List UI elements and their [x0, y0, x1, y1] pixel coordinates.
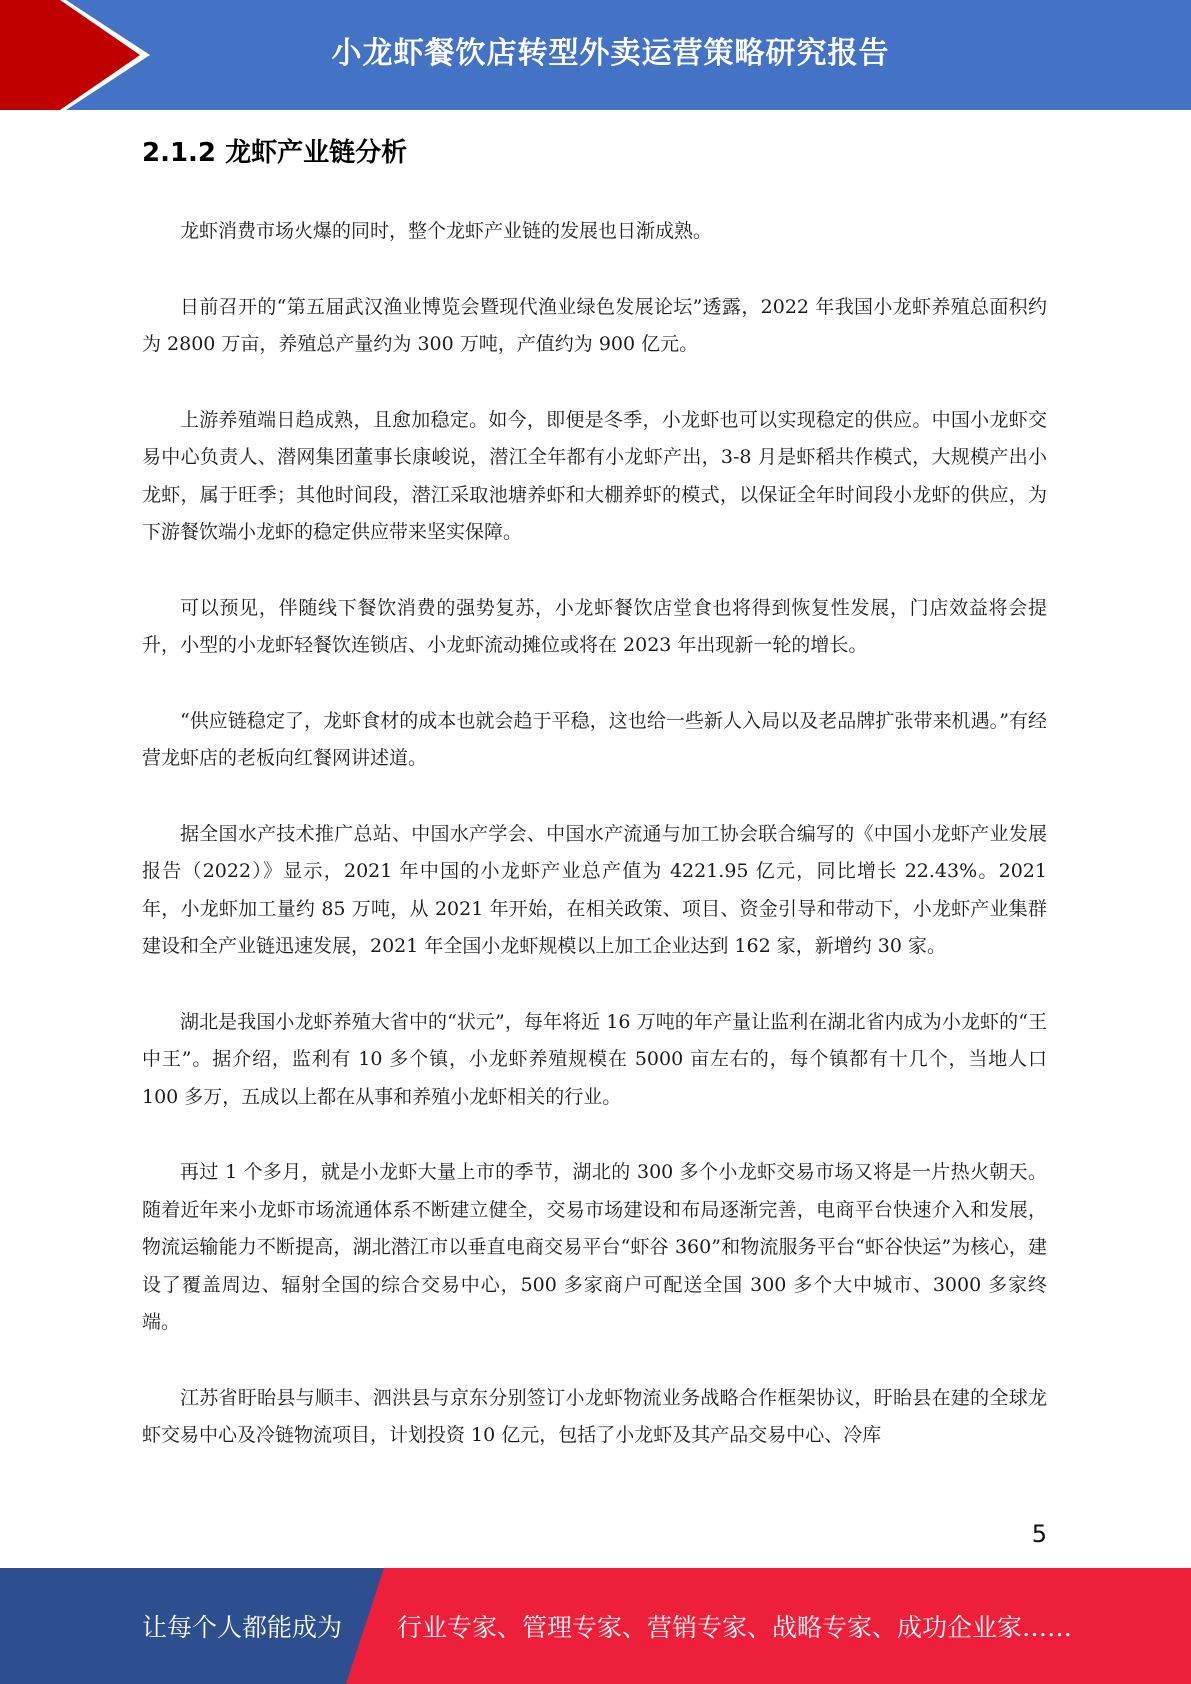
paragraph: 龙虾消费市场火爆的同时，整个龙虾产业链的发展也日渐成熟。 — [180, 220, 713, 242]
page-header — [0, 0, 1191, 110]
footer-slogan-left: 让每个人都能成为 — [142, 1613, 343, 1642]
paragraph: 可以预见，伴随线下餐饮消费的强势复苏，小龙虾餐饮店堂食也将得到恢复性发展，门店效益将会提升，小型的小龙虾轻餐饮连锁店、小龙虾流动摊位或将在 2023 年出现新一轮的增长。 — [142, 596, 1047, 656]
report-title: 小龙虾餐饮店转型外卖运营策略研究报告 — [331, 36, 890, 71]
footer-slogan-right: 行业专家、管理专家、营销专家、战略专家、成功企业家…… — [397, 1613, 1073, 1642]
body-text — [142, 213, 1047, 1493]
page-footer — [0, 1568, 1191, 1684]
section-heading: 2.1.2 龙虾产业链分析 — [142, 138, 408, 168]
paragraph: 湖北是我国小龙虾养殖大省中的“状元”，每年将近 16 万吨的年产量让监利在湖北省内成为小龙虾的“王中王”。据介绍，监利有 10 多个镇，小龙虾养殖规模在 5000 亩左右的，每个镇都有十几个，当地人口 100 多万，五成以上都在从事和养殖小龙虾相关的行业。 — [142, 1010, 1047, 1108]
page-number: 5 — [1031, 1520, 1047, 1548]
paragraph: 江苏省盱眙县与顺丰、泗洪县与京东分别签订小龙虾物流业务战略合作框架协议，盱眙县在建的全球龙虾交易中心及冷链物流项目，计划投资 10 亿元，包括了小龙虾及其产品交易中心、冷库 — [142, 1386, 1047, 1446]
paragraph: 上游养殖端日趋成熟，且愈加稳定。如今，即便是冬季，小龙虾也可以实现稳定的供应。中国小龙虾交易中心负责人、潜网集团董事长康峻说，潜江全年都有小龙虾产出，3-8 月是虾稻共作模式，大规模产出小龙虾，属于旺季；其他时间段，潜江采取池塘养虾和大棚养虾的模式，以保证全年时间段小龙虾的供应，为下游餐饮端小龙虾的稳定供应带来坚实保障。 — [142, 408, 1047, 543]
paragraph: 再过 1 个多月，就是小龙虾大量上市的季节，湖北的 300 多个小龙虾交易市场又将是一片热火朝天。随着近年来小龙虾市场流通体系不断建立健全，交易市场建设和布局逐渐完善，电商平台快速介入和发展，物流运输能力不断提高，湖北潜江市以垂直电商交易平台“虾谷 360”和物流服务平台“虾谷快运”为核心，建设了覆盖周边、辐射全国的综合交易中心，500 多家商户可配送全国 300 多个大中城市、3000 多家终端。 — [142, 1161, 1047, 1333]
paragraph: 日前召开的“第五届武汉渔业博览会暨现代渔业绿色发展论坛”透露，2022 年我国小龙虾养殖总面积约为 2800 万亩，养殖总产量约为 300 万吨，产值约为 900 亿元。 — [142, 295, 1047, 355]
paragraph: “供应链稳定了，龙虾食材的成本也就会趋于平稳，这也给一些新人入局以及老品牌扩张带来机遇。”有经营龙虾店的老板向红餐网讲述道。 — [142, 709, 1047, 769]
paragraph: 据全国水产技术推广总站、中国水产学会、中国水产流通与加工协会联合编写的《中国小龙虾产业发展报告（2022）》显示，2021 年中国的小龙虾产业总产值为 4221.95 亿元，同比增长 22.43%。2021 年，小龙虾加工量约 85 万吨，从 2021 年开始，在相关政策、项目、资金引导和带动下，小龙虾产业集群建设和全产业链迅速发展，2021 年全国小龙虾规模以上加工企业达到 162 家，新增约 30 家。 — [142, 822, 1047, 957]
